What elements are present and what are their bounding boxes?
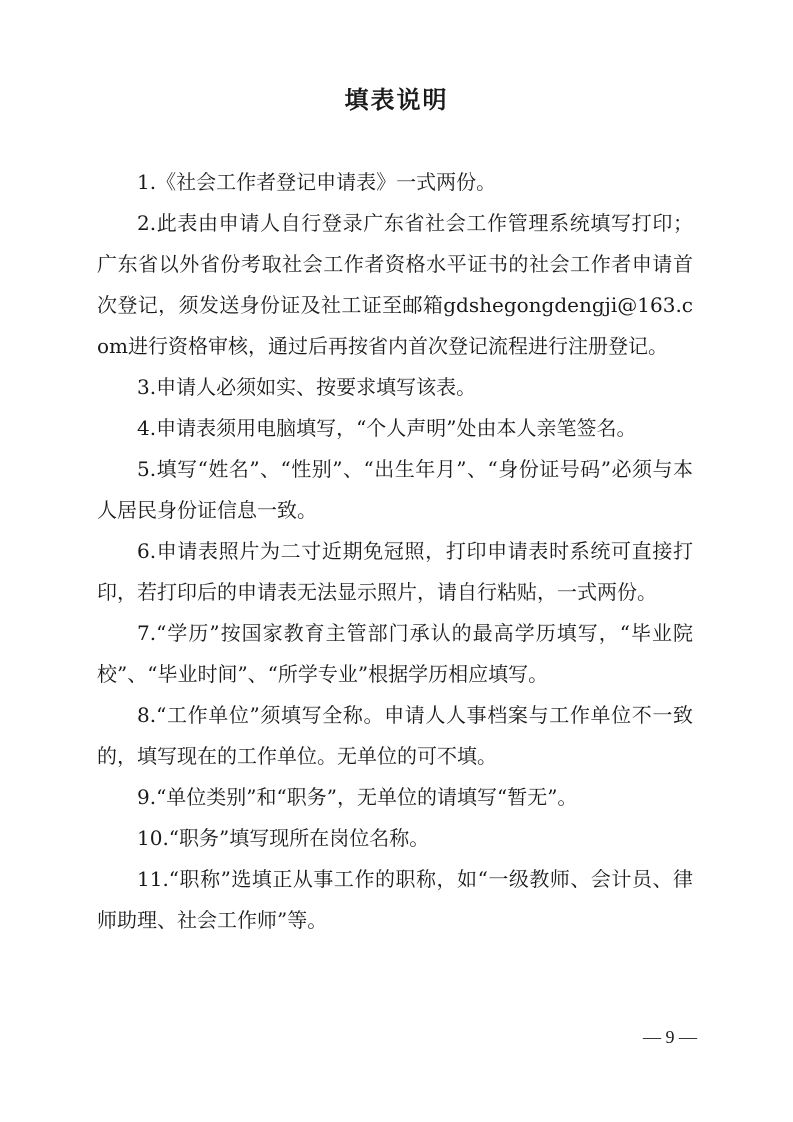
instruction-item-11: 11.“职称”选填正从事工作的职称，如“一级教师、会计员、律师助理、社会工作师”等。 bbox=[97, 867, 693, 932]
instruction-item-5: 5.填写“姓名”、“性别”、“出生年月”、“身份证号码”必须与本人居民身份证信息一致。 bbox=[97, 457, 693, 522]
instruction-item-7: 7.“学历”按国家教育主管部门承认的最高学历填写，“毕业院校”、“毕业时间”、“所学专业”根据学历相应填写。 bbox=[97, 621, 693, 686]
instruction-item-2: 2.此表由申请人自行登录广东省社会工作管理系统填写打印；广东省以外省份考取社会工作者资格水平证书的社会工作者申请首次登记，须发送身份证及社工证至邮箱gdshegongdengji@163.com进行资格审核，通过后再按省内首次登记流程进行注册登记。 bbox=[97, 211, 693, 358]
instructions-list bbox=[97, 162, 693, 941]
page-title: 填表说明 bbox=[344, 85, 449, 114]
instruction-item-6: 6.申请表照片为二寸近期免冠照，打印申请表时系统可直接打印，若打印后的申请表无法显示照片，请自行粘贴，一式两份。 bbox=[97, 539, 693, 604]
instruction-item-9: 9.“单位类别”和“职务”，无单位的请填写“暂无”。 bbox=[137, 785, 578, 809]
instruction-item-4: 4.申请表须用电脑填写，“个人声明”处由本人亲笔签名。 bbox=[137, 416, 637, 440]
page-number: — 9 — bbox=[643, 1027, 697, 1047]
instruction-item-10: 10.“职务”填写现所在岗位名称。 bbox=[137, 826, 430, 850]
instruction-item-3: 3.申请人必须如实、按要求填写该表。 bbox=[137, 375, 477, 399]
instruction-item-8: 8.“工作单位”须填写全称。申请人人事档案与工作单位不一致的，填写现在的工作单位。无单位的可不填。 bbox=[97, 703, 693, 768]
instruction-item-1: 1.《社会工作者登记申请表》一式两份。 bbox=[137, 170, 497, 194]
